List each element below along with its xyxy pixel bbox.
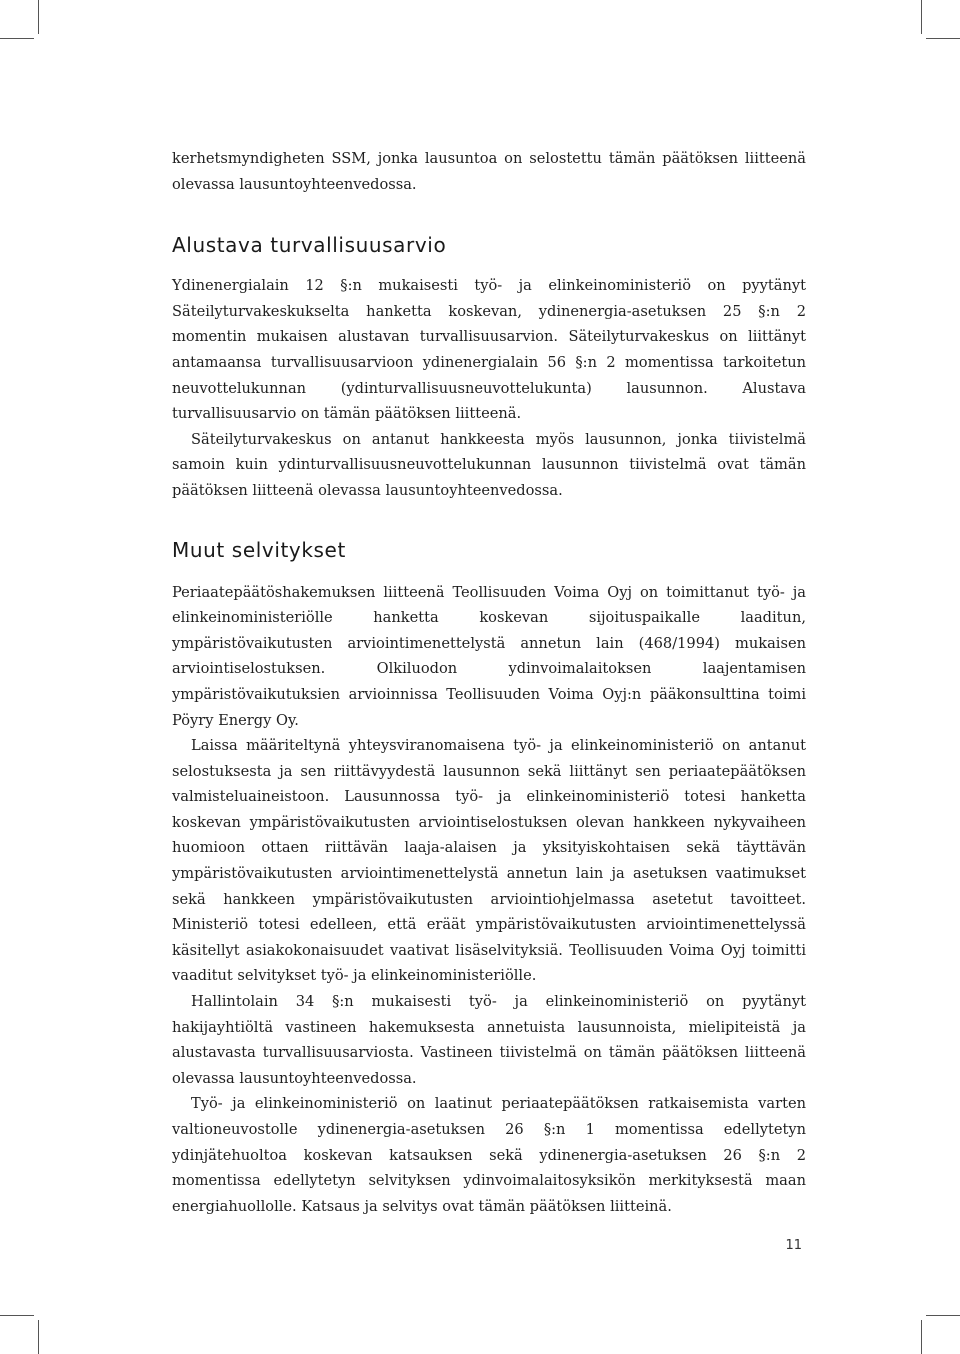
crop-mark-top-left-horizontal [0, 38, 34, 39]
crop-mark-bottom-right-vertical [921, 1320, 922, 1354]
crop-mark-top-left-vertical [38, 0, 39, 34]
section-heading-alustava-turvallisuusarvio: Alustava turvallisuusarvio [172, 233, 447, 258]
page-number: 11 [785, 1238, 802, 1253]
crop-mark-top-right-vertical [921, 0, 922, 34]
crop-mark-bottom-right-horizontal [926, 1315, 960, 1316]
section1-paragraph-2: Säteilyturvakeskus on antanut hankkeesta myös lausunnon, jonka tiivistelmä samoin kuin ydinturvallisuusneuvottelukunnan lausunnon tiivistelmä ovat tämän päätöksen liitteenä olevassa lausuntoyhteenvedossa. [172, 430, 806, 499]
intro-paragraph: kerhetsmyndigheten SSM, jonka lausuntoa on selostettu tämän päätöksen liitteenä olevassa lausuntoyhteenvedossa. [172, 150, 806, 193]
crop-mark-top-right-horizontal [926, 38, 960, 39]
document-body [172, 146, 806, 1219]
crop-mark-bottom-left-horizontal [0, 1315, 34, 1316]
section-heading-muut-selvitykset: Muut selvitykset [172, 537, 346, 562]
crop-mark-bottom-left-vertical [38, 1320, 39, 1354]
section2-paragraph-3: Hallintolain 34 §:n mukaisesti työ- ja elinkeinoministeriö on pyytänyt hakijayhtiöltä vastineen hakemuksesta annetuista lausunnoista, mielipiteistä ja alustavasta turvallisuusarviosta. Vastineen tiivistelmä on tämän päätöksen liitteenä olevassa lausuntoyhteenvedossa. [172, 993, 806, 1087]
section2-paragraph-4: Työ- ja elinkeinoministeriö on laatinut periaatepäätöksen ratkaisemista varten valtioneuvostolle ydinenergia-asetuksen 26 §:n 1 momentissa edellytetyn ydinjätehuoltoa koskevan katsauksen sekä ydinenergia-asetuksen 26 §:n 2 momentissa edellytetyn selvityksen ydinvoimalaitosyksikön merkityksestä maan energiahuollolle. Katsaus ja selvitys ovat tämän päätöksen liitteinä. [172, 1095, 806, 1215]
section2-paragraph-1: Periaatepäätöshakemuksen liitteenä Teollisuuden Voima Oyj on toimittanut työ- ja elinkeinoministeriölle hanketta koskevan sijoituspaikalle laaditun, ympäristövaikutusten arviointimenettelystä annetun lain (468/1994) mukaisen arviointiselostuksen. Olkiluodon ydinvoimalaitoksen laajentamisen ympäristövaikutuksien arvioinnissa Teollisuuden Voima Oyj:n pääkonsulttina toimi Pöyry Energy Oy. [172, 583, 806, 729]
section1-paragraph-1: Ydinenergialain 12 §:n mukaisesti työ- ja elinkeinoministeriö on pyytänyt Säteilyturvakeskukselta hanketta koskevan, ydinenergia-asetuksen 25 §:n 2 momentin mukaisen alustavan turvallisuusarvion. Säteilyturvakeskus on liittänyt antamaansa turvallisuusarvioon ydinenergialain 56 §:n 2 momentissa tarkoitetun neuvottelukunnan (ydinturvallisuusneuvottelukunta) lausunnon. Alustava turvallisuusarvio on tämän päätöksen liitteenä. [172, 277, 806, 423]
section2-paragraph-2: Laissa määriteltynä yhteysviranomaisena työ- ja elinkeinoministeriö on antanut selostuksesta ja sen riittävyydestä lausunnon sekä liittänyt sen periaatepäätöksen valmisteluaineistoon. Lausunnossa työ- ja elinkeinoministeriö totesi hanketta koskevan ympäristövaikutusten arviointiselostuksen olevan hankkeen nykyvaiheen huomioon ottaen riittävän laaja-alaisen ja yksityiskohtaisen sekä täyttävän ympäristövaikutusten arviointimenettelystä annetun lain ja asetuksen vaatimukset sekä hankkeen ympäristövaikutusten arviointiohjelmassa asetetut tavoitteet. Ministeriö totesi edelleen, että eräät ympäristövaikutusten arviointimenettelyssä käsitellyt asiakokonaisuudet vaativat lisäselvityksiä. Teollisuuden Voima Oyj toimitti vaaditut selvitykset työ- ja elinkeinoministeriölle. [172, 737, 806, 985]
